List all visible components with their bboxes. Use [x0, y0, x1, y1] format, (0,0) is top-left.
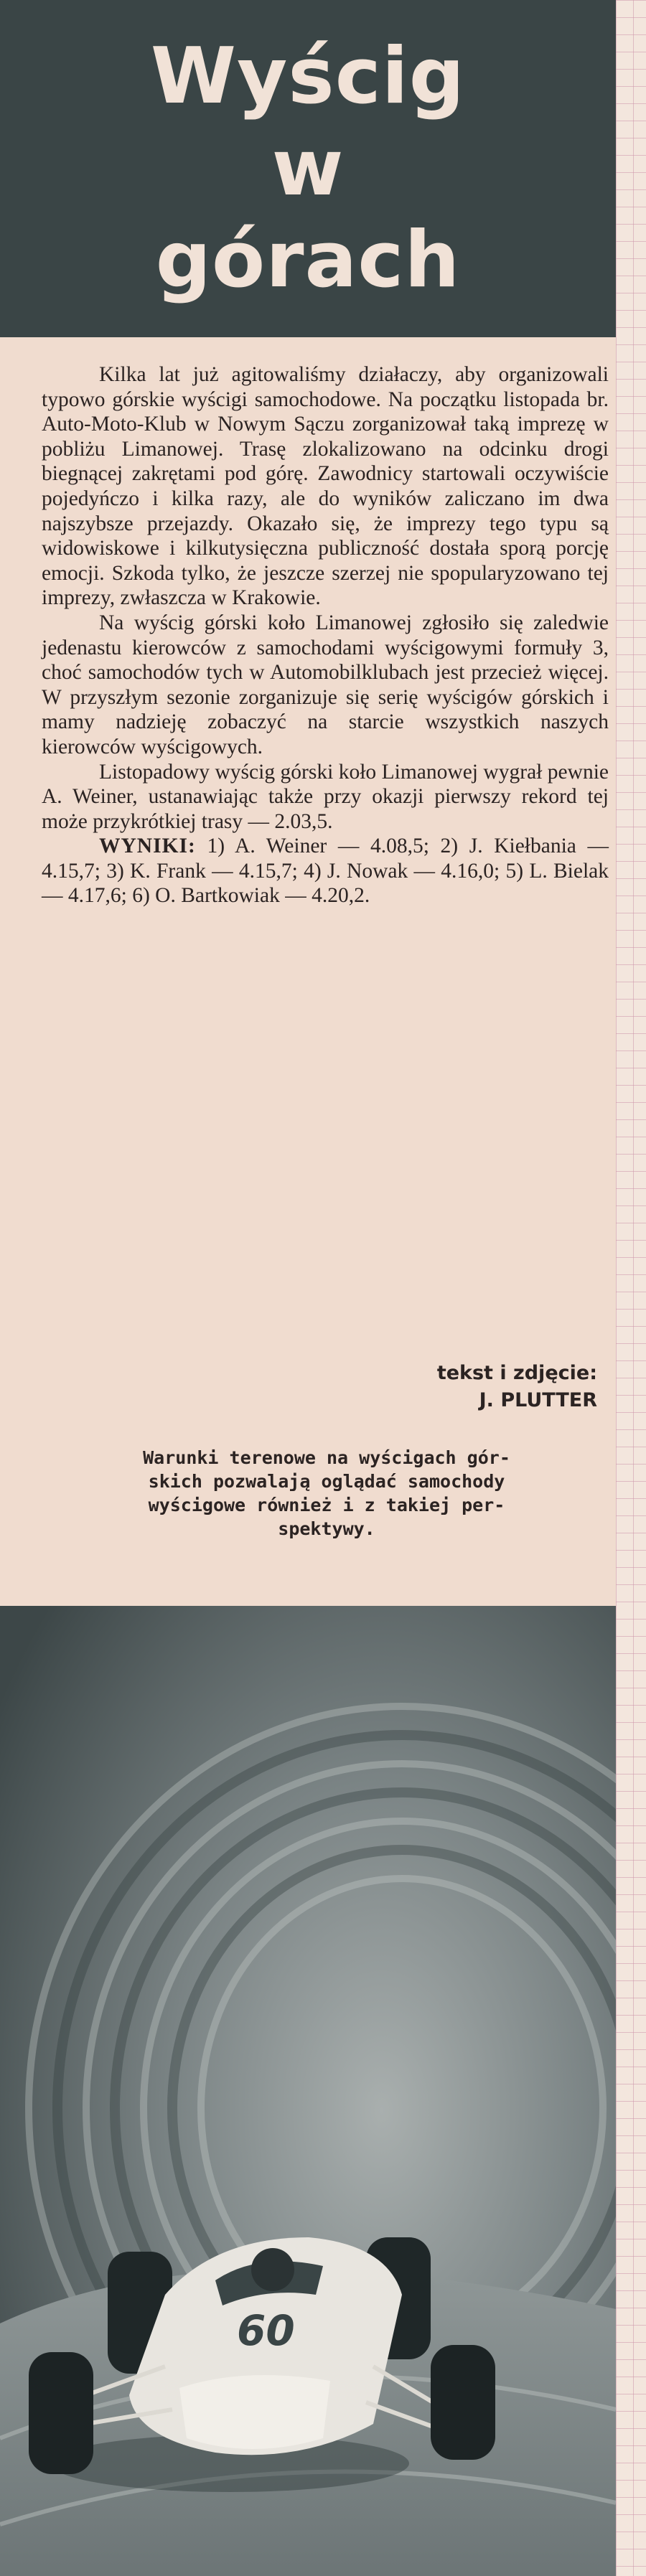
car-number: 60 [237, 2306, 295, 2355]
article-body [42, 362, 609, 908]
article-paragraph: Kilka lat już agitowaliśmy działaczy, aby organizowali typowo górskie wyścigi samochodowe. Na początku listopada br. Auto-Moto-Klub w Nowym Sączu zorganizował taką imprezę w pobliżu Limanowej. Trasę zlokalizowano na odcinku drogi biegnącej zakrętami pod górę. Zawodnicy startowali oczywiście pojedyńczo i kilka razy, ale do wyników zaliczano im dwa najszybsze przejazdy. Okazało się, że imprezy tego typu są widowiskowe i kilkutysięczna publiczność dostała sporą porcję emocji. Szkoda tylko, że jeszcze szerzej nie spopularyzowano tej imprezy, zwłaszcza w Krakowie. [42, 363, 609, 610]
race-car-photo [0, 1606, 616, 2576]
caption-line: spektywy. [278, 1518, 375, 1539]
headline-line-1: Wyścig [150, 32, 466, 121]
headline-line-3: górach [155, 215, 461, 305]
photo-caption [43, 1446, 610, 1541]
caption-line: wyścigowe również i z takiej per- [148, 1495, 505, 1515]
caption-line: Warunki terenowe na wyścigach gór- [143, 1447, 510, 1468]
race-car-photo-illustration [0, 1606, 616, 2576]
byline-credit: tekst i zdjęcie: [436, 1362, 597, 1384]
results-paragraph [42, 834, 609, 908]
article-paragraph: Listopadowy wyścig górski koło Limanowej wygrał pewnie A. Weiner, ustanawiając także przy okazji pierwszy rekord tej może przykrótkiej trasy — 2.03,5. [42, 760, 609, 833]
byline-author: J. PLUTTER [479, 1389, 597, 1411]
byline [437, 1360, 597, 1414]
results-text: 1) A. Weiner — 4.08,5; 2) J. Kiełbania — 4.15,7; 3) K. Frank — 4.15,7; 4) J. Nowak — 4.16,0; 5) L. Bielak — 4.17,6; 6) O. Bartkowiak — 4.20,2. [42, 835, 609, 908]
article-paragraph: Na wyścig górski koło Limanowej zgłosiło się zaledwie jedenastu kierowców z samochodami wyścigowymi formuły 3, choć samochodów tych w Automobilklubach jest przecież więcej. W przyszłym sezonie zorganizuje się serię wyścigów górskich i mamy nadzieję zobaczyć na starcie wszystkich naszych kierowców wyścigowych. [42, 611, 609, 758]
results-label: WYNIKI: [99, 835, 196, 858]
graph-paper-background [616, 0, 646, 2576]
caption-line: skich pozwalają oglądać samochody [148, 1471, 505, 1492]
headline-banner [0, 0, 616, 337]
headline-line-2: w [271, 123, 345, 213]
